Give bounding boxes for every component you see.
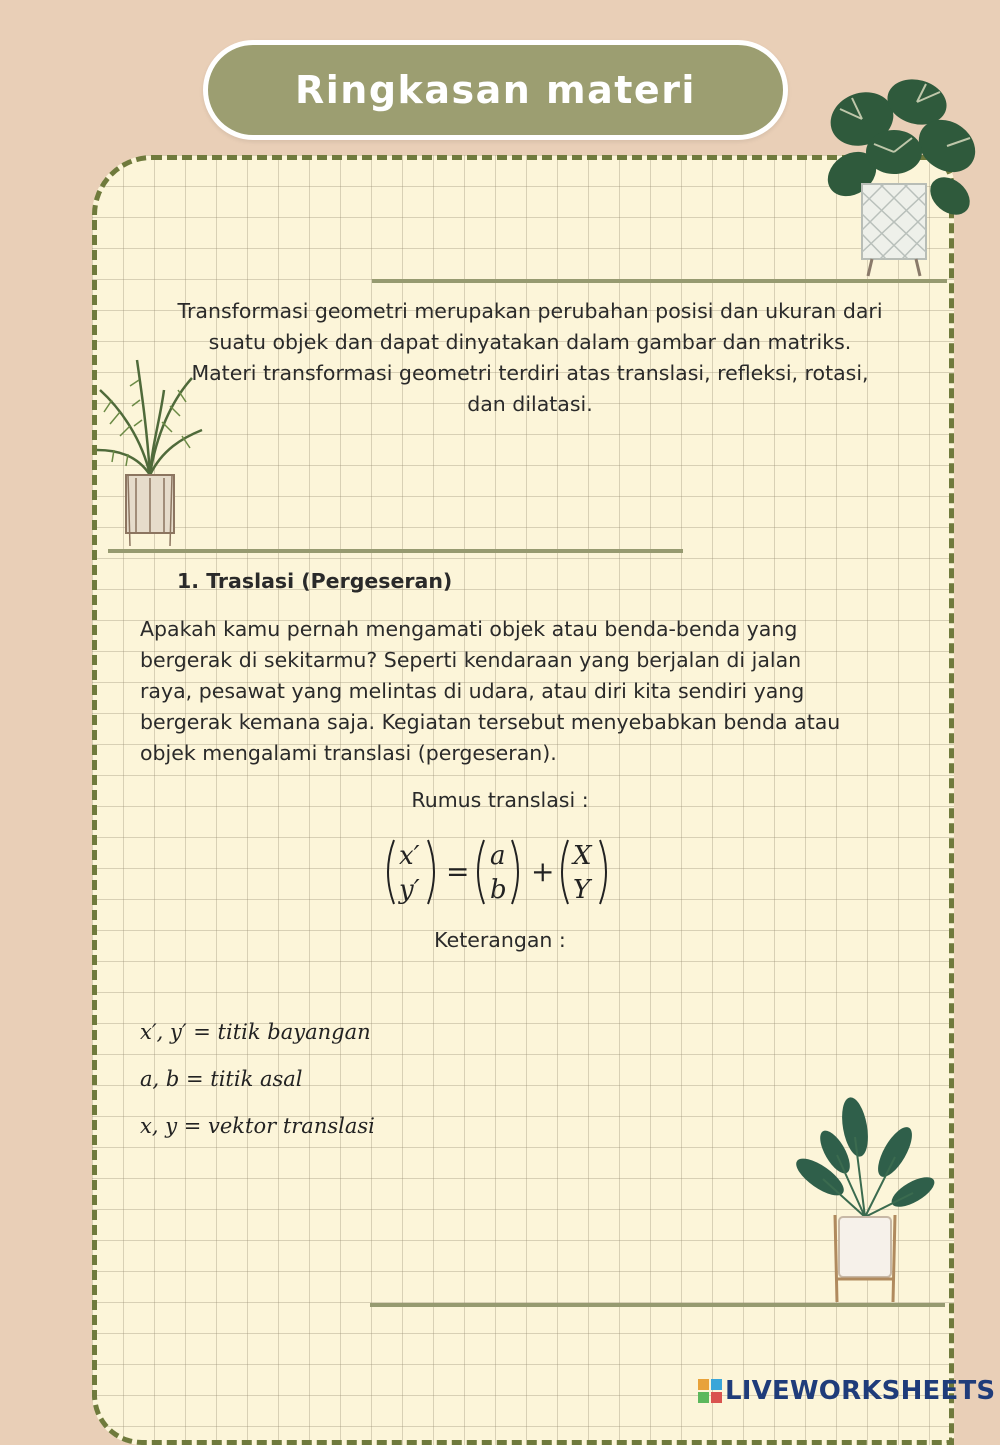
paren-right-2 [512, 840, 518, 904]
paren-left-1 [388, 840, 394, 904]
section-heading: 1. Traslasi (Pergeseran) [177, 569, 453, 593]
intro-line: dan dilatasi. [467, 392, 593, 416]
formula-rhs-top: X [573, 841, 592, 871]
intro-line: Transformasi geometri merupakan perubahan posisi dan ukuran dari [177, 299, 883, 323]
formula-lhs-top: x′ [399, 841, 420, 871]
page-title: Ringkasan materi [295, 68, 696, 112]
paren-right-1 [428, 840, 434, 904]
formula-lhs-bottom: y′ [399, 875, 420, 905]
monstera-plant-icon [822, 74, 982, 280]
palm-plant-icon [92, 350, 207, 550]
legend-item: x, y = vektor translasi [140, 1114, 375, 1138]
logo-text: LIVEWORKSHEETS [725, 1376, 996, 1406]
paren-right-3 [600, 840, 606, 904]
formula-plus: + [531, 855, 555, 888]
formula-equals: = [446, 855, 470, 888]
paragraph-line: Apakah kamu pernah mengamati objek atau benda-benda yang [140, 617, 798, 641]
leafy-plant-icon [795, 1097, 940, 1307]
formula-mid-bottom: b [490, 875, 507, 905]
intro-text [170, 296, 890, 420]
paren-left-3 [562, 840, 568, 904]
intro-line: suatu objek dan dapat dinyatakan dalam gambar dan matriks. [208, 330, 852, 354]
legend-item: x′, y′ = titik bayangan [140, 1020, 371, 1044]
paragraph-line: objek mengalami translasi (pergeseran). [140, 741, 557, 765]
paragraph-line: raya, pesawat yang melintas di udara, atau diri kita sendiri yang [140, 679, 805, 703]
formula-label: Rumus translasi : [411, 788, 589, 812]
formula-mid-top: a [490, 841, 506, 871]
legend-label: Keterangan : [434, 928, 566, 952]
section-paragraph [140, 614, 880, 769]
paragraph-line: bergerak kemana saja. Kegiatan tersebut menyebabkan benda atau [140, 710, 841, 734]
paren-left-2 [478, 840, 484, 904]
intro-line: Materi transformasi geometri terdiri atas translasi, refleksi, rotasi, [191, 361, 869, 385]
title-banner [203, 40, 788, 140]
liveworksheets-logo[interactable] [697, 1376, 995, 1406]
paragraph-line: bergerak di sekitarmu? Seperti kendaraan yang berjalan di jalan [140, 648, 802, 672]
liveworksheets-logo-icon [697, 1378, 723, 1404]
translation-formula [380, 832, 620, 912]
formula-rhs-bottom: Y [573, 875, 591, 905]
legend-item: a, b = titik asal [140, 1067, 303, 1091]
